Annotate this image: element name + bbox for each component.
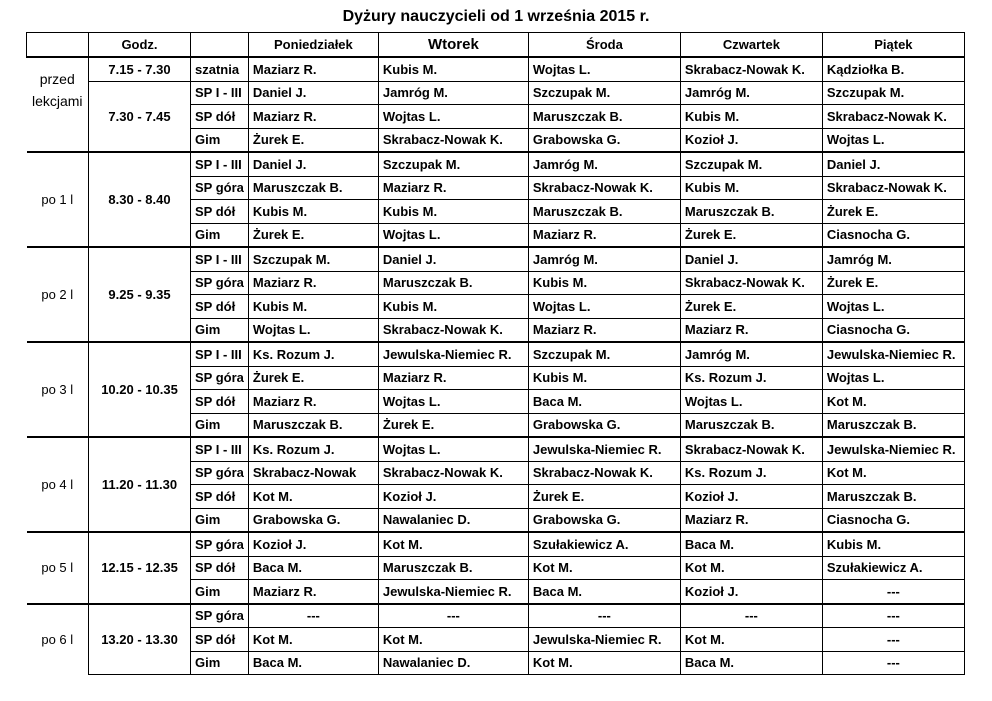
teacher-cell: Jamróg M. [528,247,680,271]
teacher-cell: Maziarz R. [248,271,378,295]
teacher-cell: Maruszczak B. [680,200,822,224]
teacher-cell: Wojtas L. [822,295,964,319]
teacher-cell: Wojtas L. [248,318,378,342]
duty-location: Gim [191,318,249,342]
teacher-cell: Kądziołka B. [822,57,964,81]
header-blank-cell [27,33,89,58]
teacher-cell: Żurek E. [248,128,378,152]
header-godz: Godz. [89,33,191,58]
teacher-cell: Maziarz R. [528,223,680,247]
teacher-cell: Kozioł J. [680,485,822,509]
header-row [27,33,965,58]
teacher-cell: Wojtas L. [528,295,680,319]
teacher-cell: Skrabacz-Nowak K. [680,437,822,461]
teacher-cell: Kozioł J. [680,580,822,604]
teacher-cell: Żurek E. [528,485,680,509]
teacher-cell: Maruszczak B. [528,200,680,224]
teacher-cell: Żurek E. [822,200,964,224]
teacher-cell: Kubis M. [528,366,680,390]
teacher-cell: Baca M. [528,580,680,604]
teacher-cell: Maziarz R. [680,318,822,342]
teacher-cell: Kubis M. [378,200,528,224]
teacher-cell: Szczupak M. [528,342,680,366]
period-label-line: lekcjami [31,93,83,109]
duty-location: SP dół [191,105,249,129]
teacher-cell: Wojtas L. [378,390,528,414]
teacher-cell: Jamróg M. [378,81,528,105]
teacher-cell: Kot M. [528,556,680,580]
teacher-cell: Maruszczak B. [248,413,378,437]
duty-location: SP dół [191,628,249,652]
teacher-cell: Maruszczak B. [378,271,528,295]
teacher-cell: Kot M. [248,485,378,509]
document-title: Dyżury nauczycieli od 1 września 2015 r. [342,8,650,25]
duty-location: szatnia [191,57,249,81]
teacher-cell: Jamróg M. [528,152,680,176]
teacher-cell: Wojtas L. [378,437,528,461]
teacher-cell: Maruszczak B. [680,413,822,437]
time-slot: 13.20 - 13.30 [89,604,191,675]
teacher-cell: Kot M. [822,390,964,414]
teacher-cell: Baca M. [528,390,680,414]
duty-location: SP dół [191,485,249,509]
teacher-cell: Ks. Rozum J. [248,437,378,461]
teacher-cell: Szczupak M. [378,152,528,176]
period-label-line: przed [39,71,75,87]
teacher-cell: Maziarz R. [248,105,378,129]
teacher-cell: Wojtas L. [528,57,680,81]
teacher-cell: Kubis M. [248,295,378,319]
table-row [27,247,965,271]
duty-location: SP dół [191,200,249,224]
teacher-cell: Kubis M. [822,532,964,556]
table-row [27,604,965,628]
teacher-cell: Żurek E. [680,223,822,247]
teacher-cell: Kot M. [248,628,378,652]
header-location-blank [191,33,249,58]
time-slot: 8.30 - 8.40 [89,152,191,247]
time-slot: 7.30 - 7.45 [89,81,191,152]
teacher-cell: Baca M. [248,651,378,675]
duty-location: SP góra [191,271,249,295]
table-row [27,152,965,176]
teacher-cell: Maruszczak B. [822,413,964,437]
teacher-cell: Maziarz R. [378,176,528,200]
teacher-cell: Ciasnocha G. [822,508,964,532]
teacher-cell: Grabowska G. [528,413,680,437]
duty-location: SP I - III [191,152,249,176]
teacher-cell: Kot M. [680,628,822,652]
teacher-cell: Kozioł J. [378,485,528,509]
teacher-cell: Skrabacz-Nowak K. [822,176,964,200]
teacher-cell: Kozioł J. [680,128,822,152]
teacher-cell: Szułakiewicz A. [528,532,680,556]
table-row [27,342,965,366]
duty-location: SP I - III [191,81,249,105]
duty-location: SP dół [191,390,249,414]
teacher-cell: Żurek E. [248,366,378,390]
teacher-cell: Szczupak M. [248,247,378,271]
period-label: po 2 l [27,247,89,342]
duty-location: SP dół [191,556,249,580]
duty-location: SP góra [191,176,249,200]
teacher-cell: Skrabacz-Nowak K. [822,105,964,129]
teacher-cell: Kot M. [680,556,822,580]
teacher-cell: Skrabacz-Nowak K. [378,318,528,342]
teacher-cell: Maziarz R. [528,318,680,342]
time-slot: 11.20 - 11.30 [89,437,191,532]
teacher-cell: Maruszczak B. [528,105,680,129]
teacher-cell: Szczupak M. [822,81,964,105]
duty-location: Gim [191,580,249,604]
period-label: po 4 l [27,437,89,532]
teacher-cell: Baca M. [248,556,378,580]
teacher-cell: Daniel J. [378,247,528,271]
duty-location: Gim [191,413,249,437]
teacher-cell: Kubis M. [378,295,528,319]
teacher-cell: Maziarz R. [680,508,822,532]
teacher-cell: Skrabacz-Nowak K. [680,271,822,295]
teacher-cell: Kot M. [822,461,964,485]
teacher-cell: Żurek E. [680,295,822,319]
teacher-cell: Jewulska-Niemiec R. [378,580,528,604]
period-label: po 1 l [27,152,89,247]
teacher-cell: Ciasnocha G. [822,318,964,342]
teacher-cell: Kot M. [378,628,528,652]
header-day-wed: Środa [528,33,680,58]
teacher-cell: Ks. Rozum J. [680,366,822,390]
period-label: po 5 l [27,532,89,604]
teacher-cell: Ciasnocha G. [822,223,964,247]
teacher-cell: Grabowska G. [528,508,680,532]
teacher-cell: Żurek E. [378,413,528,437]
period-label [27,57,89,152]
period-label: po 6 l [27,604,89,675]
teacher-cell: Maziarz R. [248,390,378,414]
teacher-cell: Kot M. [528,651,680,675]
table-row [27,57,965,81]
header-day-tue: Wtorek [378,33,528,58]
teacher-cell: Jewulska-Niemiec R. [822,342,964,366]
teacher-cell: Wojtas L. [378,105,528,129]
teacher-cell: --- [822,580,964,604]
duty-location: SP I - III [191,247,249,271]
teacher-cell: Maruszczak B. [248,176,378,200]
period-label: po 3 l [27,342,89,437]
teacher-cell: Żurek E. [248,223,378,247]
duty-schedule-table [26,32,965,675]
header-day-mon: Poniedziałek [248,33,378,58]
duty-location: SP góra [191,366,249,390]
teacher-cell: Szczupak M. [680,152,822,176]
teacher-cell: --- [378,604,528,628]
teacher-cell: Ks. Rozum J. [680,461,822,485]
teacher-cell: Maruszczak B. [378,556,528,580]
teacher-cell: Kubis M. [680,176,822,200]
teacher-cell: Jewulska-Niemiec R. [528,628,680,652]
teacher-cell: Baca M. [680,532,822,556]
duty-location: SP góra [191,532,249,556]
teacher-cell: --- [248,604,378,628]
teacher-cell: Maruszczak B. [822,485,964,509]
header-day-thu: Czwartek [680,33,822,58]
table-row [27,532,965,556]
duty-location: SP góra [191,604,249,628]
teacher-cell: Kubis M. [378,57,528,81]
teacher-cell: Skrabacz-Nowak K. [378,461,528,485]
teacher-cell: Nawalaniec D. [378,651,528,675]
time-slot: 7.15 - 7.30 [89,57,191,81]
teacher-cell: Kot M. [378,532,528,556]
duty-location: Gim [191,508,249,532]
teacher-cell: Szułakiewicz A. [822,556,964,580]
time-slot: 9.25 - 9.35 [89,247,191,342]
duty-location: Gim [191,128,249,152]
teacher-cell: Skrabacz-Nowak [248,461,378,485]
teacher-cell: Daniel J. [822,152,964,176]
teacher-cell: --- [822,628,964,652]
teacher-cell: Wojtas L. [822,366,964,390]
teacher-cell: Jamróg M. [680,342,822,366]
teacher-cell: Jewulska-Niemiec R. [528,437,680,461]
teacher-cell: Szczupak M. [528,81,680,105]
teacher-cell: Daniel J. [248,81,378,105]
teacher-cell: Grabowska G. [248,508,378,532]
time-slot: 10.20 - 10.35 [89,342,191,437]
teacher-cell: Jamróg M. [680,81,822,105]
teacher-cell: Wojtas L. [378,223,528,247]
table-row [27,437,965,461]
table-row [27,81,965,105]
duty-location: Gim [191,651,249,675]
teacher-cell: Skrabacz-Nowak K. [378,128,528,152]
duty-location: SP I - III [191,437,249,461]
teacher-cell: --- [680,604,822,628]
teacher-cell: Maziarz R. [248,580,378,604]
teacher-cell: --- [822,604,964,628]
teacher-cell: Żurek E. [822,271,964,295]
teacher-cell: Wojtas L. [822,128,964,152]
teacher-cell: Skrabacz-Nowak K. [528,176,680,200]
teacher-cell: Kubis M. [680,105,822,129]
teacher-cell: Daniel J. [248,152,378,176]
teacher-cell: --- [528,604,680,628]
teacher-cell: Kubis M. [248,200,378,224]
duty-location: SP I - III [191,342,249,366]
teacher-cell: Maziarz R. [248,57,378,81]
teacher-cell: Kubis M. [528,271,680,295]
teacher-cell: --- [822,651,964,675]
teacher-cell: Jewulska-Niemiec R. [378,342,528,366]
duty-location: Gim [191,223,249,247]
teacher-cell: Skrabacz-Nowak K. [680,57,822,81]
teacher-cell: Daniel J. [680,247,822,271]
teacher-cell: Ks. Rozum J. [248,342,378,366]
teacher-cell: Wojtas L. [680,390,822,414]
teacher-cell: Maziarz R. [378,366,528,390]
teacher-cell: Grabowska G. [528,128,680,152]
teacher-cell: Jamróg M. [822,247,964,271]
teacher-cell: Skrabacz-Nowak K. [528,461,680,485]
time-slot: 12.15 - 12.35 [89,532,191,604]
teacher-cell: Jewulska-Niemiec R. [822,437,964,461]
header-day-fri: Piątek [822,33,964,58]
duty-location: SP góra [191,461,249,485]
teacher-cell: Kozioł J. [248,532,378,556]
duty-location: SP dół [191,295,249,319]
teacher-cell: Nawalaniec D. [378,508,528,532]
teacher-cell: Baca M. [680,651,822,675]
